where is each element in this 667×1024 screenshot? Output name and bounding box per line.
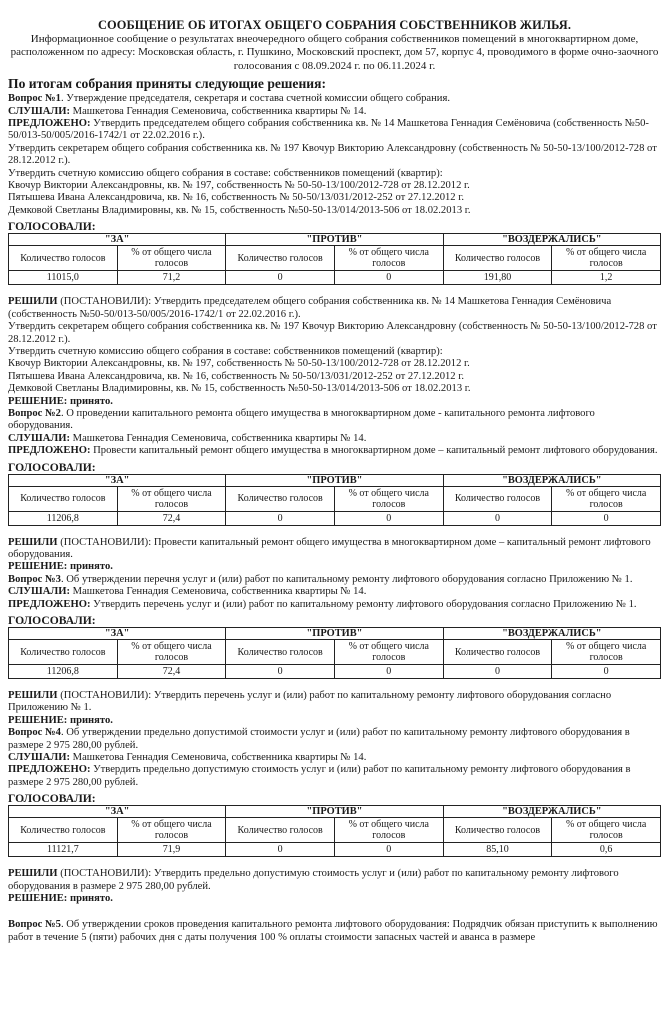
decision-line: РЕШЕНИЕ: принято. [8,395,113,407]
proposed-label: ПРЕДЛОЖЕНО: [8,118,91,130]
resolved-line [8,868,661,893]
proposed-text: Провести капитальный ремонт общего имущества в многоквартирном доме – капитальный ремонт лифтового оборудования. [93,445,658,457]
percent-header: % от общего числа голосов [552,640,661,665]
proposed-extra-line: Утвердить счетную комиссию общего собрания в составе: собственников помещений (квартир): [8,167,443,179]
count-header: Количество голосов [443,486,552,511]
abstained-header: "ВОЗДЕРЖАЛИСЬ" [443,806,660,818]
against-percent: 0 [334,665,443,679]
abstained-header: "ВОЗДЕРЖАЛИСЬ" [443,234,660,246]
proposed-text: Утвердить предельно допустимую стоимость услуг и (или) работ по капитальному ремонту лифтового оборудования в размере 2 975 280,00 рублей. [8,764,631,788]
document-intro: Информационное сообщение о результатах внеочередного общего собрания собственников помещений в многоквартирном доме, расположенном по адресу: Московская область, г. Пушкино, Московский проспект, дом 57, корпус 4, проводимого в форме очно-заочного голосования с 08.09.2024 г. по 06.11.2024 г. [10,33,659,72]
question-text: . Об утверждении сроков проведения капитального ремонта лифтового оборудования: Подрядчик обязан приступить к выполнению работ в течение 5 (пяти) рабочих дня с даты получения 100 % оплаты стоимости запасных частей и аванса в размере [8,919,658,943]
listened-text: Машкетова Геннадия Семеновича, собственника квартиры № 14. [72,586,367,598]
votes-values-row [9,843,661,857]
listened-label: СЛУШАЛИ: [8,752,71,764]
votes-values-row [9,665,661,679]
resolved-extra-line: Утвердить секретарем общего собрания собственника кв. № 197 Квочур Викторию Александровну (собственность № 50-50-13/100/2012-728 от 28.12.2012 г.). [8,321,657,345]
proposed-text: Утвердить председателем общего собрания собственника кв. № 14 Машкетова Геннадия Семёновича (собственность №50-50/013-50/005/2016-1742/1 от 22.02.2016 г.). [8,118,649,142]
for-percent: 71,2 [117,271,226,285]
abstained-percent: 0 [552,665,661,679]
votes-header-row [9,806,661,818]
listened-text: Машкетова Геннадия Семеновича, собственника квартиры № 14. [72,432,367,444]
question-text: . Об утверждении предельно допустимой стоимости услуг и (или) работ по капитальному ремонту лифтового оборудования в размере 2 975 280,00 рублей. [8,727,630,751]
question-label: Вопрос №5 [8,919,61,931]
abstained-percent: 1,2 [552,271,661,285]
for-count: 11206,8 [9,511,118,525]
for-header: "ЗА" [9,806,226,818]
percent-header: % от общего числа голосов [117,640,226,665]
listened-line [8,433,661,445]
votes-header-row [9,234,661,246]
against-header: "ПРОТИВ" [226,628,443,640]
voted-label: ГОЛОСОВАЛИ: [8,792,96,806]
percent-header: % от общего числа голосов [117,486,226,511]
against-count: 0 [226,843,335,857]
percent-header: % от общего числа голосов [552,246,661,271]
abstained-percent: 0,6 [552,843,661,857]
votes-header-row [9,628,661,640]
resolved-label-rest: (ПОСТАНОВИЛИ): [60,868,152,880]
proposed-line [8,118,661,143]
listened-text: Машкетова Геннадия Семеновича, собственника квартиры № 14. [72,752,367,764]
question-4-title [8,727,661,752]
decisions-heading: По итогам собрания приняты следующие решения: [8,76,326,92]
resolved-label: РЕШИЛИ [8,536,58,548]
question-2 [8,408,661,574]
count-header: Количество голосов [443,818,552,843]
proposed-extra-line: Пятышева Ивана Александровича, кв. № 16, собственность № 50-50/13/031/2012-252 от 27.12.2012 г. [8,192,465,204]
proposed-label: ПРЕДЛОЖЕНО: [8,764,91,776]
question-1 [8,93,661,408]
for-percent: 72,4 [117,665,226,679]
count-header: Количество голосов [443,640,552,665]
proposed-line [8,764,661,789]
for-header: "ЗА" [9,628,226,640]
listened-text: Машкетова Геннадия Семеновича, собственника квартиры № 14. [72,105,367,117]
for-count: 11121,7 [9,843,118,857]
votes-table [8,805,661,857]
abstained-header: "ВОЗДЕРЖАЛИСЬ" [443,474,660,486]
proposed-text: Утвердить перечень услуг и (или) работ по капитальному ремонту лифтового оборудования согласно Приложению № 1. [93,598,637,610]
listened-label: СЛУШАЛИ: [8,105,71,117]
for-percent: 71,9 [117,843,226,857]
document-title: СООБЩЕНИЕ ОБ ИТОГАХ ОБЩЕГО СОБРАНИЯ СОБСТВЕННИКОВ ЖИЛЬЯ. [97,18,572,32]
for-count: 11206,8 [9,665,118,679]
votes-table [8,233,661,285]
abstained-count: 0 [443,511,552,525]
votes-table [8,627,661,679]
votes-values-row [9,511,661,525]
count-header: Количество голосов [9,818,118,843]
for-count: 11015,0 [9,271,118,285]
against-header: "ПРОТИВ" [226,474,443,486]
percent-header: % от общего числа голосов [552,486,661,511]
resolved-extra-line: Пятышева Ивана Александровича, кв. № 16, собственность № 50-50/13/031/2012-252 от 27.12.2012 г. [8,370,465,382]
count-header: Количество голосов [9,640,118,665]
resolved-line [8,690,661,715]
percent-header: % от общего числа голосов [117,818,226,843]
proposed-label: ПРЕДЛОЖЕНО: [8,445,91,457]
resolved-text: Утвердить перечень услуг и (или) работ по капитальному ремонту лифтового оборудования согласно Приложению № 1. [8,690,612,714]
question-3-title [8,574,661,586]
resolved-text: Утвердить предельно допустимую стоимость услуг и (или) работ по капитальному ремонту лифтового оборудования в размере 2 975 280,00 рублей. [8,868,619,892]
votes-values-row [9,271,661,285]
resolved-label: РЕШИЛИ [8,690,58,701]
against-percent: 0 [334,511,443,525]
decision-line: РЕШЕНИЕ: принято. [8,893,113,905]
question-label: Вопрос №2 [8,407,61,419]
proposed-line [8,445,661,457]
resolved-label: РЕШИЛИ [8,868,58,880]
question-1-title [8,93,661,105]
voted-label: ГОЛОСОВАЛИ: [8,614,96,627]
resolved-label-rest: (ПОСТАНОВИЛИ): [60,536,152,548]
votes-subheader-row [9,640,661,665]
percent-header: % от общего числа голосов [334,486,443,511]
question-label: Вопрос №4 [8,727,61,739]
listened-line [8,586,661,598]
proposed-extra-line: Демковой Светланы Владимировны, кв. № 15, собственность №50-50-13/014/2013-506 от 18.02.2013 г. [8,204,471,216]
listened-label: СЛУШАЛИ: [8,432,71,444]
question-4 [8,727,661,905]
against-percent: 0 [334,843,443,857]
against-header: "ПРОТИВ" [226,234,443,246]
resolved-line [8,537,661,562]
question-text: . О проведении капитального ремонта общего имущества в многоквартирном доме - капитального ремонта лифтового оборудования. [8,407,595,432]
question-text: . Утверждение председателя, секретаря и состава счетной комиссии общего собрания. [60,93,450,105]
count-header: Количество голосов [226,640,335,665]
against-header: "ПРОТИВ" [226,806,443,818]
for-header: "ЗА" [9,234,226,246]
listened-label: СЛУШАЛИ: [8,586,71,598]
count-header: Количество голосов [9,246,118,271]
question-3 [8,574,661,727]
percent-header: % от общего числа голосов [334,246,443,271]
proposed-extra-line: Квочур Виктории Александровны, кв. № 197, собственность № 50-50-13/100/2012-728 от 28.12.2012 г. [8,180,470,192]
resolved-label: РЕШИЛИ [8,296,58,308]
question-5 [8,919,661,944]
abstained-count: 85,10 [443,843,552,857]
resolved-label-rest: (ПОСТАНОВИЛИ): [60,296,152,308]
question-2-title [8,408,661,433]
abstained-count: 191,80 [443,271,552,285]
percent-header: % от общего числа голосов [552,818,661,843]
proposed-extra-line: Утвердить секретарем общего собрания собственника кв. № 197 Квочур Викторию Александровну (собственность № 50-50-13/100/2012-728 от 28.12.2012 г.). [8,142,657,167]
votes-subheader-row [9,486,661,511]
count-header: Количество голосов [226,246,335,271]
question-5-title [8,919,661,944]
for-percent: 72,4 [117,511,226,525]
listened-line [8,752,661,764]
question-label: Вопрос №3 [8,573,61,585]
count-header: Количество голосов [443,246,552,271]
against-count: 0 [226,511,335,525]
votes-subheader-row [9,246,661,271]
against-percent: 0 [334,271,443,285]
abstained-header: "ВОЗДЕРЖАЛИСЬ" [443,628,660,640]
count-header: Количество голосов [9,486,118,511]
resolved-text: Провести капитальный ремонт общего имущества в многоквартирном доме – капитальный ремонт лифтового оборудования. [8,536,651,560]
resolved-label-rest: (ПОСТАНОВИЛИ): [60,690,152,701]
proposed-label: ПРЕДЛОЖЕНО: [8,598,91,610]
resolved-extra-line: Демковой Светланы Владимировны, кв. № 15, собственность №50-50-13/014/2013-506 от 18.02.2013 г. [8,383,471,395]
decision-line: РЕШЕНИЕ: принято. [8,714,113,726]
against-count: 0 [226,271,335,285]
votes-header-row [9,474,661,486]
question-label: Вопрос №1 [8,93,61,105]
resolved-text: Утвердить председателем общего собрания собственника кв. № 14 Машкетова Геннадия Семёновича (собственность №50-50/013-50/005/2016-1742/1 от 22.02.2016 г.). [8,296,612,320]
for-header: "ЗА" [9,474,226,486]
percent-header: % от общего числа голосов [117,246,226,271]
against-count: 0 [226,665,335,679]
abstained-percent: 0 [552,511,661,525]
listened-line [8,106,661,118]
count-header: Количество голосов [226,818,335,843]
percent-header: % от общего числа голосов [334,640,443,665]
resolved-line [8,296,661,321]
proposed-line [8,599,661,611]
percent-header: % от общего числа голосов [334,818,443,843]
count-header: Количество голосов [226,486,335,511]
question-text: . Об утверждении перечня услуг и (или) работ по капитальному ремонту лифтового оборудования согласно Приложению № 1. [60,573,633,585]
voted-label: ГОЛОСОВАЛИ: [8,220,96,234]
abstained-count: 0 [443,665,552,679]
voted-label: ГОЛОСОВАЛИ: [8,460,96,474]
decision-line: РЕШЕНИЕ: принято. [8,561,113,573]
votes-table [8,474,661,526]
resolved-extra-line: Утвердить счетную комиссию общего собрания в составе: собственников помещений (квартир): [8,345,443,357]
votes-subheader-row [9,818,661,843]
resolved-extra-line: Квочур Виктории Александровны, кв. № 197, собственность № 50-50-13/100/2012-728 от 28.12.2012 г. [8,358,470,370]
